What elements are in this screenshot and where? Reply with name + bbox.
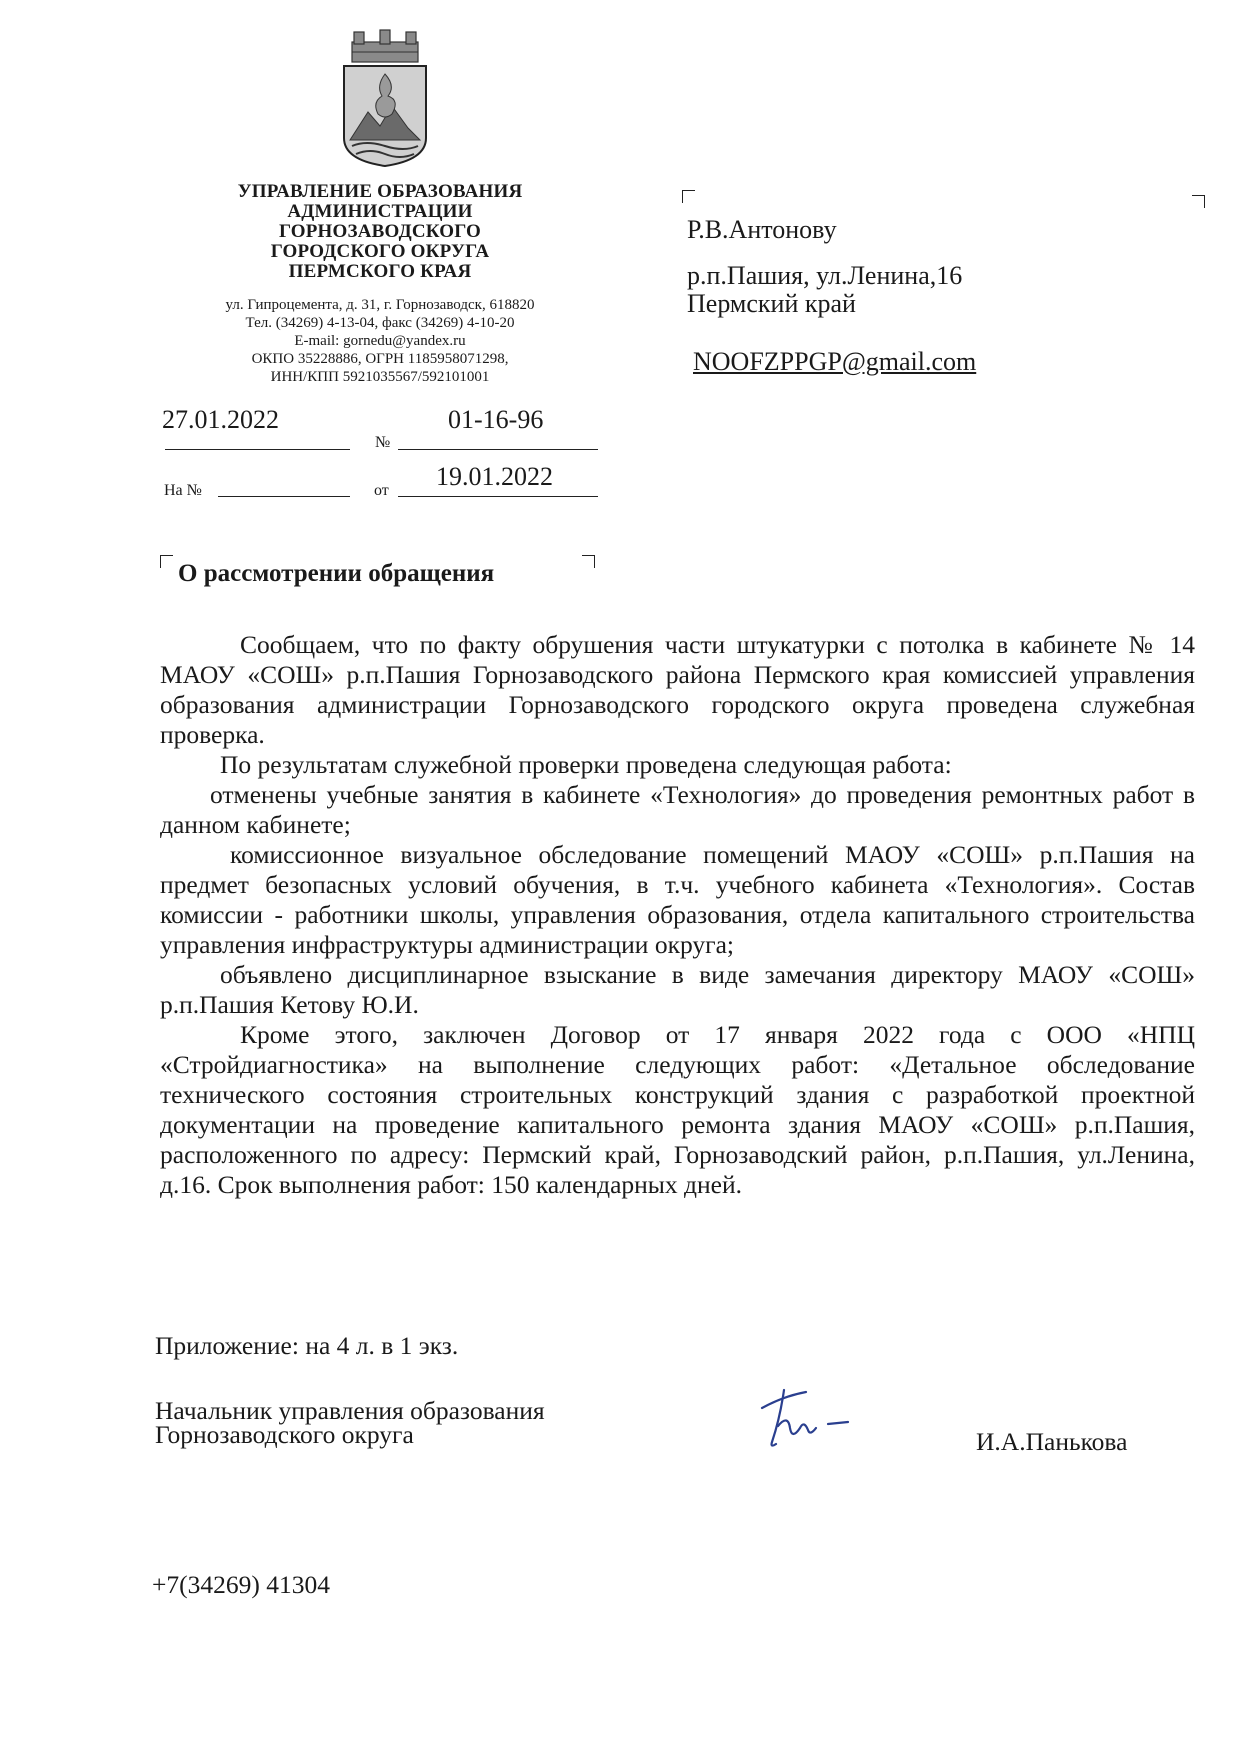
addressee-region: Пермский край bbox=[687, 289, 856, 318]
reference-number-label: На № bbox=[164, 482, 202, 499]
contact-inn: ИНН/КПП 5921035567/592101001 bbox=[270, 369, 490, 385]
subject-corner-mark bbox=[582, 555, 595, 568]
organization-name bbox=[170, 182, 590, 282]
body-paragraph: комиссионное визуальное обследование помещений МАОУ «СОШ» р.п.Пашия на предмет безопасных условий обучения, в т.ч. учебного кабинета «Технология». Состав комиссии - работники школы, управления образования, отдела капитального строительства управления инфраструктуры администрации округа; bbox=[160, 840, 1195, 959]
org-line: АДМИНИСТРАЦИИ bbox=[287, 201, 473, 222]
number-underline bbox=[398, 449, 598, 450]
subject-corner-mark bbox=[160, 555, 173, 568]
contact-okpo: ОКПО 35228886, ОГРН 1185958071298, bbox=[251, 351, 509, 367]
signer-position bbox=[155, 1396, 545, 1449]
body-paragraph: Кроме этого, заключен Договор от 17 января 2022 года с ООО «НПЦ «Стройдиагностика» на выполнение следующих работ: «Детальное обследование технического состояния строительных конструкций здания с разработкой проектной документации на проведение капитального ремонта здания МАОУ «СОШ» р.п.Пашия, расположенного по адресу: Пермский край, Горнозаводский район, р.п.Пашия, ул.Ленина, д.16. Срок выполнения работ: 150 календарных дней. bbox=[160, 1020, 1195, 1199]
letter-body bbox=[160, 630, 1195, 1200]
reference-number-underline bbox=[218, 496, 350, 497]
org-line: ГОРНОЗАВОДСКОГО bbox=[278, 221, 482, 242]
body-paragraph: отменены учебные занятия в кабинете «Технология» до проведения ремонтных работ в данном кабинете; bbox=[160, 780, 1195, 839]
addressee-name: Р.В.Антонову bbox=[687, 215, 837, 244]
contact-address: ул. Гипроцемента, д. 31, г. Горнозаводск, 618820 bbox=[225, 297, 535, 313]
addressee-corner-mark bbox=[1192, 195, 1205, 208]
addressee-corner-mark bbox=[682, 190, 695, 203]
handwritten-signature bbox=[744, 1378, 864, 1458]
reference-date-underline bbox=[398, 496, 598, 497]
body-paragraph: По результатам служебной проверки проведена следующая работа: bbox=[220, 750, 952, 779]
org-line: ГОРОДСКОГО ОКРУГА bbox=[270, 241, 490, 262]
outgoing-date: 27.01.2022 bbox=[162, 405, 279, 434]
org-line: УПРАВЛЕНИЕ ОБРАЗОВАНИЯ bbox=[237, 181, 523, 202]
contact-phone-number: +7(34269) 41304 bbox=[152, 1570, 330, 1599]
organization-contacts bbox=[170, 296, 590, 386]
body-paragraph: объявлено дисциплинарное взыскание в виде замечания директору МАОУ «СОШ» р.п.Пашия Кетову Ю.И. bbox=[160, 960, 1195, 1019]
outgoing-number: 01-16-96 bbox=[448, 405, 544, 434]
contact-phone: Тел. (34269) 4-13-04, факс (34269) 4-10-20 bbox=[245, 315, 515, 331]
number-label: № bbox=[375, 434, 391, 451]
signer-name: И.А.Панькова bbox=[976, 1427, 1128, 1456]
date-underline bbox=[165, 449, 350, 450]
addressee-address-line: р.п.Пашия, ул.Ленина,16 bbox=[687, 261, 963, 290]
addressee-block bbox=[687, 216, 976, 376]
letter-subject: О рассмотрении обращения bbox=[178, 560, 495, 587]
org-line: ПЕРМСКОГО КРАЯ bbox=[288, 261, 472, 282]
signer-position-line: Горнозаводского округа bbox=[155, 1420, 414, 1449]
addressee-email: NOOFZPPGP@gmail.com bbox=[693, 347, 977, 376]
reference-from-label: от bbox=[374, 482, 389, 499]
body-paragraph: Сообщаем, что по факту обрушения части штукатурки с потолка в кабинете № 14 МАОУ «СОШ» р.п.Пашия Горнозаводского района Пермского края комиссией управления образования администрации Горнозаводского городского округа проведена служебная проверка. bbox=[160, 630, 1195, 749]
signer-position-line: Начальник управления образования bbox=[155, 1396, 545, 1425]
contact-email: E-mail: gornedu@yandex.ru bbox=[294, 333, 466, 349]
coat-of-arms-emblem bbox=[336, 28, 434, 168]
reference-date: 19.01.2022 bbox=[436, 462, 553, 491]
attachment-note: Приложение: на 4 л. в 1 экз. bbox=[155, 1331, 459, 1360]
